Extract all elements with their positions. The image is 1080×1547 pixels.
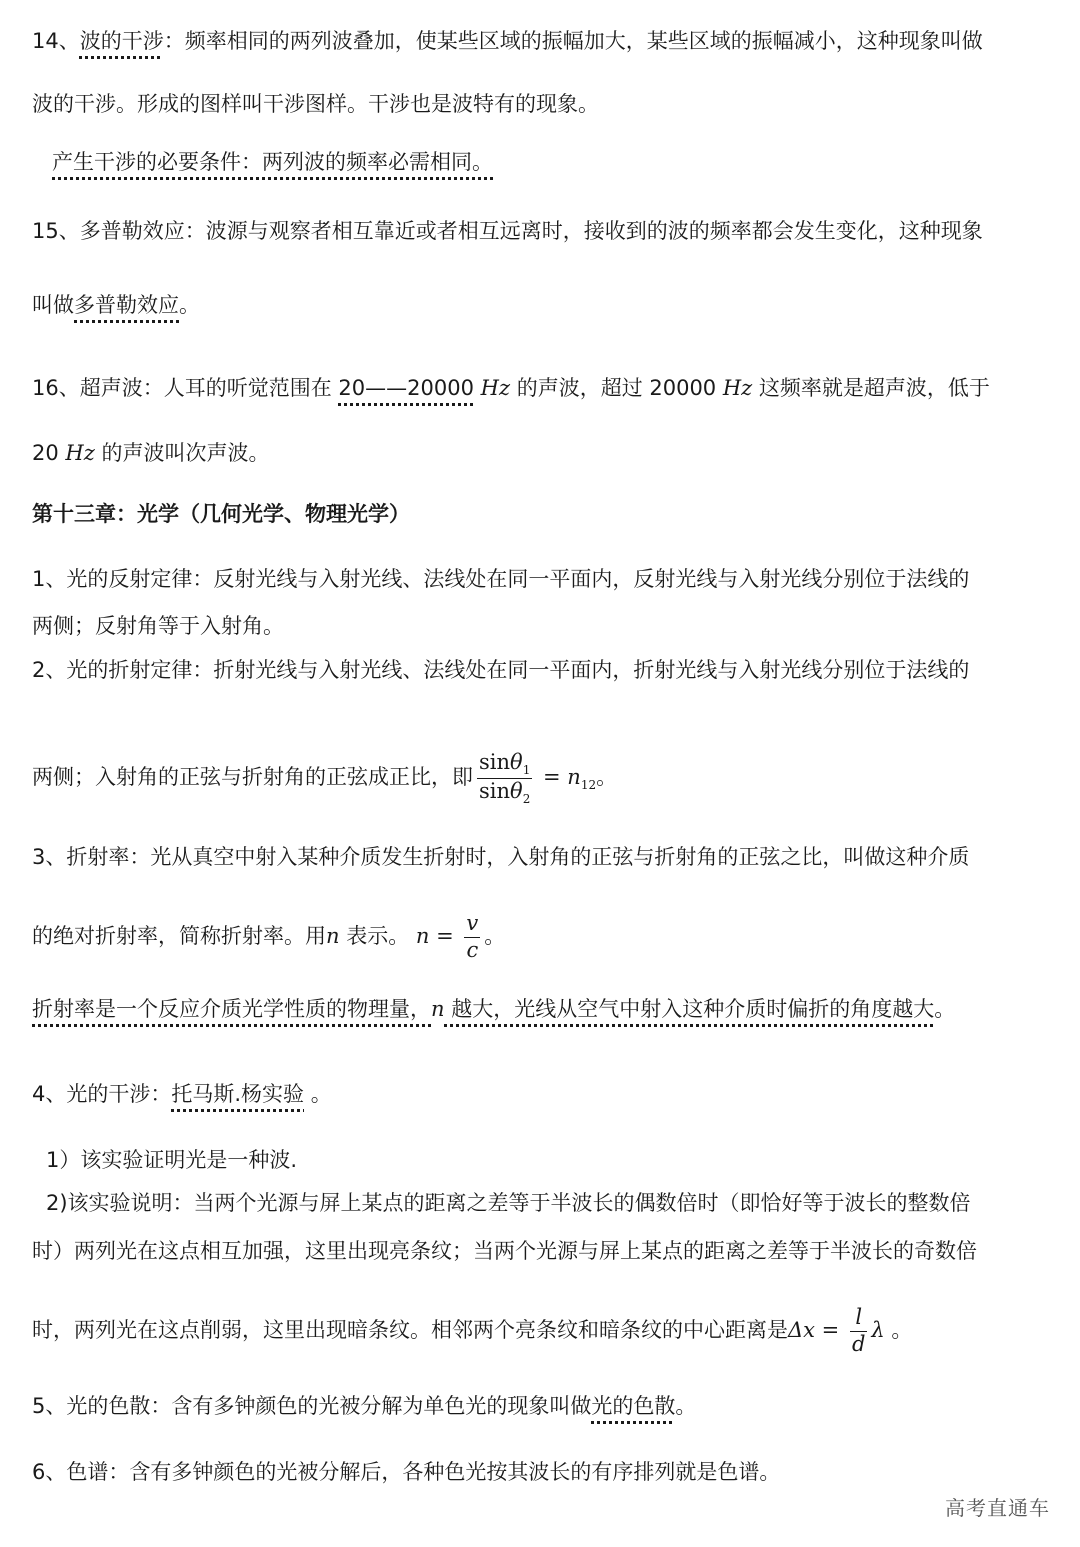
fringe-spacing-fraction: $\frac{l}{d}$ [851,1305,866,1356]
s4-item2-line3: 时，两列光在这点削弱，这里出现暗条纹。相邻两个亮条纹和暗条纹的中心距离是Δx = $\frac{l}{d}$ λ 。 [32,1305,913,1356]
refractive-index-fraction: $\frac{v}{c}$ [466,911,479,962]
p15-line1: 15、多普勒效应：波源与观察者相互靠近或者相互远离时，接收到的波的频率都会发生变化，这种现象 [32,219,983,243]
s4-line1: 4、光的干涉：托马斯.杨实验 。 [32,1082,332,1106]
s5-line: 5、光的色散：含有多钟颜色的光被分解为单色光的现象叫做光的色散。 [32,1394,697,1418]
s2-line2: 两侧；入射角的正弦与折射角的正弦成正比，即 $\frac{\sin\theta_1}{\sin\theta_2}$ = $n_{12}$。 [32,749,618,806]
chapter-heading: 第十三章：光学（几何光学、物理光学） [32,502,410,526]
term-young-experiment: 托马斯.杨实验 [171,1082,305,1106]
s4-item2-line2: 时）两列光在这点相互加强，这里出现亮条纹；当两个光源与屏上某点的距离之差等于半波长的奇数倍 [32,1239,977,1263]
term-doppler: 多普勒效应 [74,293,179,317]
p16-line1: 16、超声波：人耳的听觉范围在 20——20000 Hz 的声波，超过 20000 Hz 这频率就是超声波，低于 [32,376,990,400]
snell-fraction: $\frac{\sin\theta_1}{\sin\theta_2}$ [479,749,531,806]
p14-condition: 产生干涉的必要条件：两列波的频率必需相同。 [52,150,493,174]
s3-line1: 3、折射率：光从真空中射入某种介质发生折射时，入射角的正弦与折射角的正弦之比，叫做这种介质 [32,845,970,869]
p14-line2: 波的干涉。形成的图样叫干涉图样。干涉也是波特有的现象。 [32,92,599,116]
s3-line3: 折射率是一个反应介质光学性质的物理量，n 越大，光线从空气中射入这种介质时偏折的角度越大。 [32,997,956,1021]
s2-line1: 2、光的折射定律：折射光线与入射光线、法线处在同一平面内，折射光线与入射光线分别位于法线的 [32,658,970,682]
p14-line1: 14、波的干涉：频率相同的两列波叠加，使某些区域的振幅加大，某些区域的振幅减小，这种现象叫做 [32,29,983,53]
s3-line2: 的绝对折射率，简称折射率。用n 表示。 n = $\frac{v}{c}$ 。 [32,911,506,962]
s6-line: 6、色谱：含有多钟颜色的光被分解后，各种色光按其波长的有序排列就是色谱。 [32,1460,781,1484]
s4-item2-line1: 2)该实验说明：当两个光源与屏上某点的距离之差等于半波长的偶数倍时（即恰好等于波长的整数倍 [46,1191,971,1215]
s1-line2: 两侧；反射角等于入射角。 [32,614,284,638]
watermark: 高考直通车 [945,1496,1050,1520]
p15-line2: 叫做多普勒效应。 [32,293,200,317]
term-dispersion: 光的色散 [591,1394,676,1418]
hearing-range: 20——20000 [338,376,474,400]
s1-line1: 1、光的反射定律：反射光线与入射光线、法线处在同一平面内，反射光线与入射光线分别位于法线的 [32,567,970,591]
term-wave-interference: 波的干涉 [79,29,164,53]
p16-line2: 20 Hz 的声波叫次声波。 [32,441,270,465]
s4-item1: 1）该实验证明光是一种波. [46,1148,298,1172]
